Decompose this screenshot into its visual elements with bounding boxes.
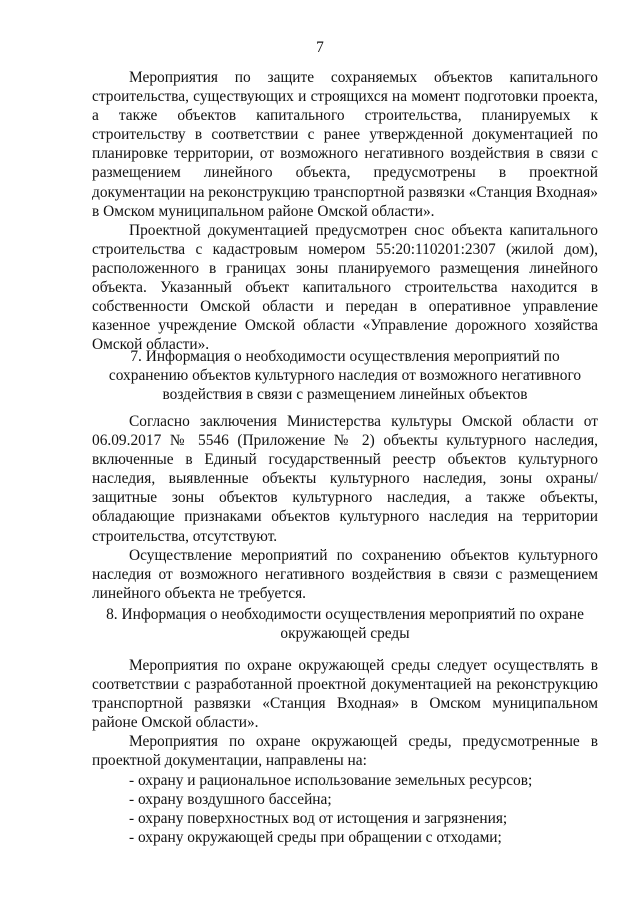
section-7 xyxy=(92,347,598,404)
list-item: - охрану воздушного бассейна; xyxy=(129,790,332,808)
section-8 xyxy=(92,605,598,643)
list-item: - охрану поверхностных вод от истощения и загрязнения; xyxy=(129,809,508,827)
paragraph: Мероприятия по охране окружающей среды, предусмотренные в проектной документации, направлены на: xyxy=(92,733,598,770)
section-heading: 8. Информация о необходимости осуществления мероприятий по охране окружающей среды xyxy=(106,606,584,643)
section-heading: 7. Информация о необходимости осуществления мероприятий по сохранению объектов культурного наследия от возможного негативного воздействия в связи с размещением линейных объектов xyxy=(108,348,582,404)
paragraph: Проектной документацией предусмотрен снос объекта капитального строительства с кадастровым номером 55:20:110201:2307 (жилой дом), расположенного в границах зоны планируемого размещения линейного объекта. Указанный объект капитального строительства находится в собственности Омской области и передан в оперативное управление казенное учреждение Омской области «Управление дорожного хозяйства Омской области». xyxy=(92,221,598,354)
paragraph: Мероприятия по охране окружающей среды следует осуществлять в соответствии с разработанной проектной документацией на реконструкцию транспортной развязки «Станция Входная» в Омском муниципальном районе Омской области». xyxy=(92,657,598,732)
paragraph: Согласно заключения Министерства культуры Омской области от 06.09.2017 № 5546 (Приложение № 2) объекты культурного наследия, включенные в Единый государственный реестр объектов культурного наследия, выявленные объекты культурного наследия, зоны охраны/защитные зоны объектов культурного наследия, а также объекты, обладающие признаками объектов культурного наследия на территории строительства, отсутствуют. xyxy=(92,413,598,545)
page-number: 7 xyxy=(316,39,324,56)
list-item: - охрану и рациональное использование земельных ресурсов; xyxy=(129,771,533,789)
section-7-body xyxy=(92,412,598,603)
paragraph: Мероприятия по защите сохраняемых объектов капитального строительства, существующих и строящихся на момент подготовки проекта, а также объектов капитального строительства, планируемых к строительству в соответствии с ранее утвержденной документацией по планировке территории, от возможного негативного воздействия в связи с размещением линейного объекта, предусмотрены в проектной документации на реконструкцию транспортной развязки «Станция Входная» в Омском муниципальном районе Омской области». xyxy=(92,69,598,220)
paragraph: Осуществление мероприятий по сохранению объектов культурного наследия от возможного негативного воздействия в связи с размещением линейного объекта не требуется. xyxy=(92,546,598,602)
section-8-body xyxy=(92,656,598,847)
intro-block xyxy=(92,68,598,354)
list-item: - охрану окружающей среды при обращении с отходами; xyxy=(129,828,502,846)
measures-list xyxy=(92,771,598,847)
